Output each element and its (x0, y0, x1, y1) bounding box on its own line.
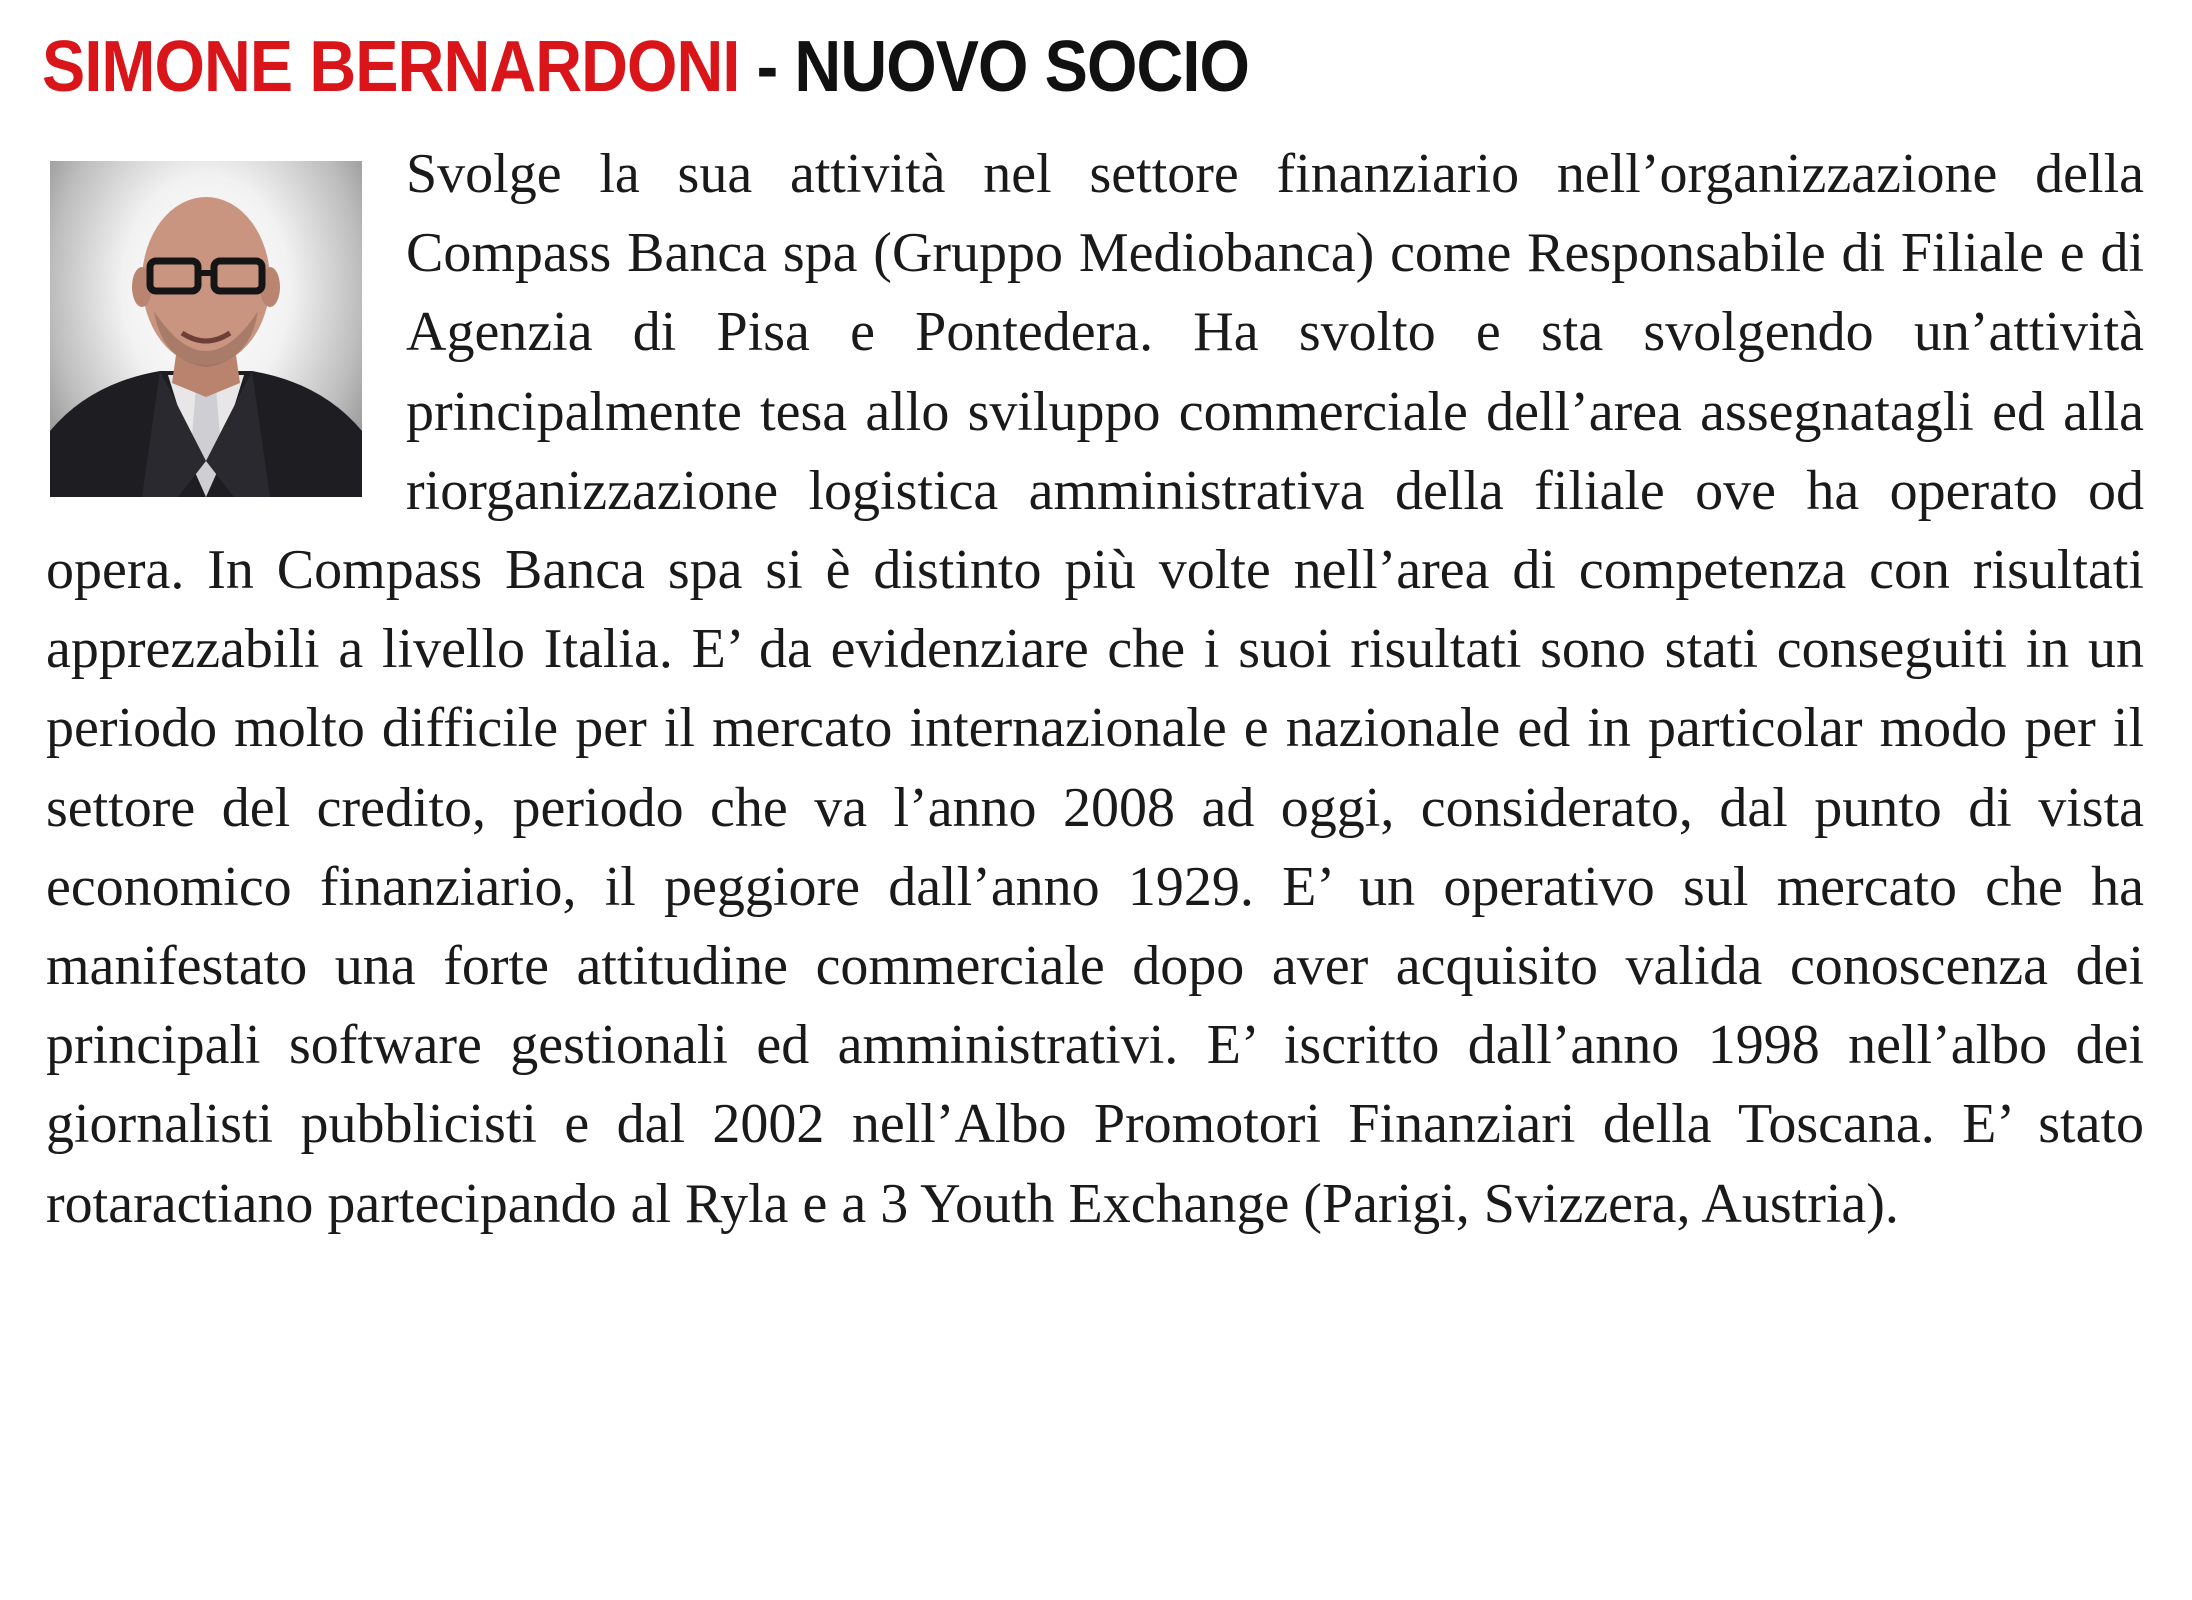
photo-spacer (46, 135, 406, 531)
title-separator: - (739, 27, 795, 107)
article-text: Svolge la sua attività nel settore finanziario nell’organizzazione della Compass Banca spa (Gruppo Mediobanca) come Responsabile di Filiale e di Agenzia di Pisa e Pontedera. Ha svolto e sta svolgendo un’attività principalmente tesa allo sviluppo commerciale dell’area assegnatagli ed alla riorganizzazione logistica amministrativa della filiale ove ha operato od opera. In Compass Banca spa si è distinto più volte nell’area di competenza con risultati apprezzabili a livello Italia. E’ da evidenziare che i suoi risultati sono stati conseguiti in un periodo molto difficile per il mercato internazionale e nazionale ed in particolar modo per il settore del credito, periodo che va l’anno 2008 ad oggi, considerato, dal punto di vista economico finanziario, il peggiore dall’anno 1929. E’ un operativo sul mercato che ha manifestato una forte attitudine commerciale dopo aver acquisito valida conoscenza dei principali software gestionali ed amministrativi. E’ iscritto dall’anno 1998 nell’albo dei giornalisti pubblicisti e dal 2002 nell’Albo Promotori Finanziari della Toscana. E’ stato rotaractiano partecipando al Ryla e a 3 Youth Exchange (Parigi, Svizzera, Austria). (46, 143, 2144, 1235)
page-title (42, 22, 1249, 112)
member-role: NUOVO SOCIO (794, 27, 1249, 107)
member-name: SIMONE BERNARDONI (42, 27, 740, 107)
article-body (46, 135, 2144, 1244)
